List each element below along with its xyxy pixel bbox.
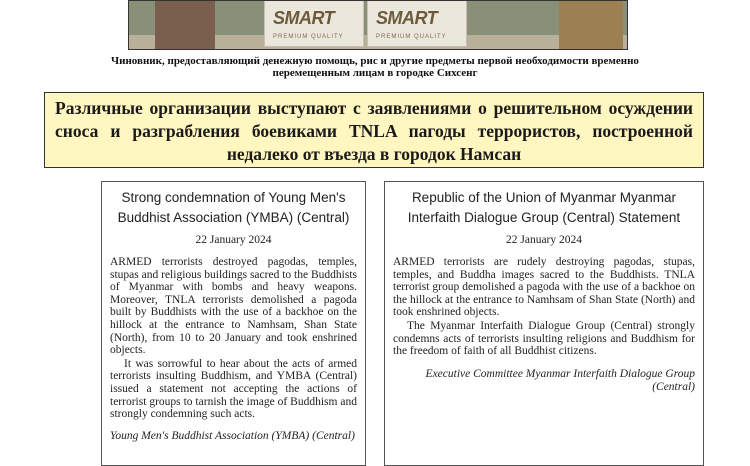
ymba-signature: Young Men's Buddhist Association (YMBA) (Central) bbox=[110, 429, 355, 442]
sack-sub-label: PREMIUM QUALITY bbox=[376, 34, 447, 40]
ymba-statement-card bbox=[101, 181, 366, 466]
ymba-paragraph-1: ARMED terrorists destroyed pagodas, temples, stupas and religious buildings sacred to the Buddhists of Myanmar with bombs and heavy weapons. Moreover, TNLA terrorists demolished a pagoda built by Buddhists with the use of a backhoe on the hillock at the entrance to Namhsam, Shan State (North), from 10 to 20 January and took enshrined objects. bbox=[110, 256, 357, 357]
interfaith-paragraph-2: The Myanmar Interfaith Dialogue Group (Central) strongly condemns acts of terrorists insulting religions and Buddhism for the freedom of faith of all Buddhist citizens. bbox=[393, 319, 695, 358]
ymba-statement-date: 22 January 2024 bbox=[195, 234, 272, 246]
photo-person-right bbox=[559, 1, 623, 49]
ymba-paragraph-2: It was sorrowful to hear about the acts of armed terrorists insulting Buddhism, and YMBA (Central) issued a statement not accepting the actions of terrorist groups to tarnish the image of Buddhism and strongly condemning such acts. bbox=[110, 357, 357, 421]
interfaith-statement-card bbox=[384, 181, 704, 466]
ymba-statement-title: Strong condemnation of Young Men's Buddhist Association (YMBA) (Central) bbox=[117, 190, 350, 225]
rice-sack-left bbox=[264, 0, 364, 47]
aid-photo bbox=[128, 0, 628, 50]
sack-sub-label: PREMIUM QUALITY bbox=[273, 34, 344, 40]
interfaith-paragraph-1: ARMED terrorists are rudely destroying pagodas, stupas, temples, and Buddha images sacred to the Buddhists. TNLA terrorist group demolished a pagoda with the use of a backhoe on the hillock at the entrance to Namhsam of Shan State (North) and took enshrined objects. bbox=[393, 256, 695, 319]
photo-person-left bbox=[155, 1, 215, 49]
sack-brand-label: SMART bbox=[273, 8, 335, 28]
interfaith-statement-date: 22 January 2024 bbox=[505, 234, 582, 246]
sack-brand-label: SMART bbox=[376, 8, 438, 28]
photo-caption: Чиновник, предоставляющий денежную помощь, рис и другие предметы первой необходимости временно перемещенным лицам в городке Сихсенг bbox=[111, 55, 639, 79]
interfaith-statement-title: Republic of the Union of Myanmar Myanmar Interfaith Dialogue Group (Central) Statement bbox=[407, 190, 681, 225]
headline-box: Различные организации выступают с заявлениями о решительном осуждении сноса и разграбления боевиками TNLA пагоды террористов, построенной недалеко от въезда в городок Намсан bbox=[44, 92, 704, 168]
rice-sack-right bbox=[367, 0, 467, 47]
interfaith-signature: Executive Committee Myanmar Interfaith Dialogue Group (Central) bbox=[425, 367, 695, 393]
